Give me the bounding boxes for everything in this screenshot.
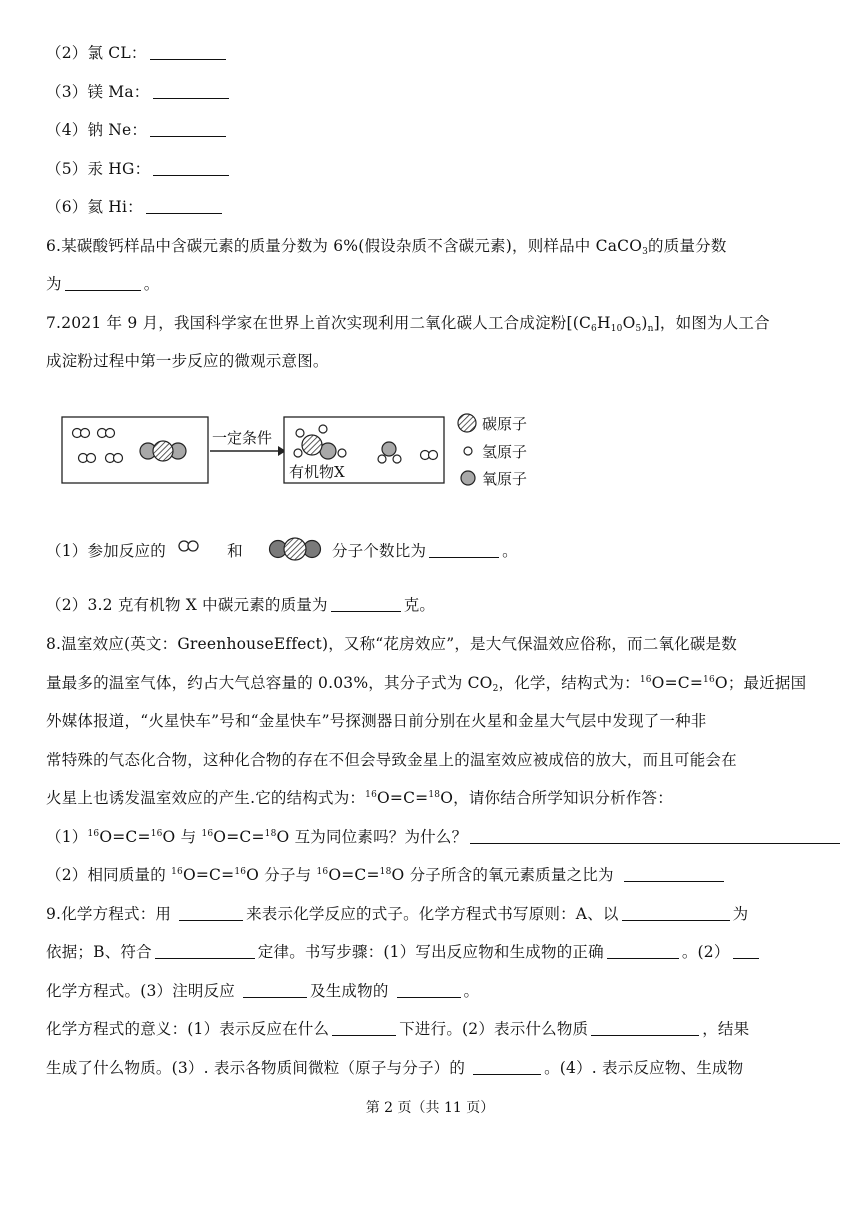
subscript: 10: [610, 324, 623, 334]
text: 来表示化学反应的式子。化学方程式书写原则：A、以: [246, 905, 619, 923]
superscript: 16: [703, 675, 715, 685]
q9-line-5: [46, 1057, 816, 1079]
text: 6.某碳酸钙样品中含碳元素的质量分数为 6%(假设杂质不含碳元素)，则样品中 CaCO: [46, 237, 643, 255]
superscript: 16: [365, 790, 377, 800]
text: 分子所含的氧元素质量之比为: [404, 866, 614, 884]
superscript: 18: [428, 790, 441, 800]
text: O: [440, 789, 454, 807]
superscript: 16: [639, 675, 652, 685]
q9-line-2: [46, 941, 816, 963]
answer-blank: [624, 866, 724, 882]
text: 火星上也诱发温室效应的产生.它的结构式为：: [46, 789, 366, 807]
q8-line-5: [46, 787, 816, 809]
text: 。: [502, 542, 518, 560]
subscript: 3: [642, 247, 649, 257]
item-number: （4）: [46, 121, 88, 139]
subscript: 5: [635, 324, 642, 334]
text: 成淀粉过程中第一步反应的微观示意图。: [46, 352, 329, 370]
q6-line-2: [46, 273, 816, 295]
text: =C=: [389, 789, 429, 807]
answer-blank: [622, 905, 730, 921]
superscript: 16: [234, 867, 247, 877]
subscript: n: [647, 324, 654, 334]
answer-blank: [153, 83, 229, 99]
answer-blank: [243, 982, 307, 998]
text: =C=: [226, 828, 265, 846]
reaction-diagram: [60, 405, 540, 495]
answer-blank: [470, 828, 840, 844]
text: 及生成物的: [310, 982, 389, 1000]
q8-line-4: [46, 749, 816, 771]
text: ；最近据国: [727, 674, 807, 692]
product-label: 有机物X: [289, 463, 345, 481]
text: O: [328, 866, 342, 884]
answer-blank: [150, 121, 226, 137]
text: 。: [463, 982, 480, 1000]
answer-blank: [607, 943, 679, 959]
superscript: 16: [316, 867, 329, 877]
text: 为: [732, 905, 749, 923]
text: O: [651, 674, 665, 692]
text: 化学方程式的意义：(1）表示反应在什么: [46, 1020, 330, 1038]
answer-blank: [146, 198, 222, 214]
superscript: 16: [150, 829, 163, 839]
text: 与: [175, 828, 202, 846]
page-footer: 第 2 页（共 11 页）: [365, 1100, 495, 1116]
text: ]，如图为人工合: [653, 314, 770, 332]
text: ): [641, 314, 648, 332]
text: O: [714, 674, 728, 692]
answer-blank: [153, 160, 229, 176]
text: 生成了什么物质。(3）. 表示各物质间微粒（原子与分子）的: [46, 1059, 466, 1077]
subscript: 6: [591, 324, 597, 334]
text: O: [622, 314, 636, 332]
superscript: 16: [171, 867, 183, 877]
answer-blank: [332, 1020, 396, 1036]
q7-sub-2: [46, 594, 816, 616]
text: 量最多的温室气体，约占大气总容量的 0.03%，其分子式为 CO: [46, 674, 493, 692]
q5-item-2: [46, 42, 816, 64]
text: ，结果: [702, 1020, 750, 1038]
oxygen-atom-icon: [461, 471, 475, 485]
q5-item-5: [46, 158, 816, 180]
legend-hydrogen: 氢原子: [482, 443, 528, 461]
text: O: [246, 866, 260, 884]
text: 。(2）: [681, 943, 730, 961]
text: O: [99, 828, 113, 846]
text: （2）相同质量的: [46, 866, 172, 884]
legend-carbon: 碳原子: [482, 415, 528, 433]
q7-line-1: [46, 312, 816, 334]
text: 9.化学方程式：用: [46, 905, 172, 923]
q6-line-1: [46, 235, 816, 257]
text: ，化学，结构式为：: [498, 674, 640, 692]
text: 。: [143, 275, 160, 293]
text: 化学方程式。(3）注明反应: [46, 982, 236, 1000]
text: H: [596, 314, 611, 332]
text: O: [391, 866, 405, 884]
text: 常特殊的气态化合物，这种化合物的存在不但会导致金星上的温室效应被成倍的放大，而且可能会在: [46, 751, 737, 769]
answer-blank: [733, 943, 759, 959]
text: 。(4）. 表示反应物、生成物: [544, 1059, 744, 1077]
answer-blank: [155, 943, 255, 959]
item-text: 氯 CL：: [87, 44, 147, 62]
q7-line-2: [46, 350, 816, 372]
text: O: [162, 828, 176, 846]
text: O: [182, 866, 196, 884]
hydrogen-atom-icon: [464, 447, 472, 455]
hydrogen-molecule-icon: [175, 538, 203, 554]
reaction-condition: 一定条件: [212, 429, 273, 447]
legend-oxygen: 氧原子: [482, 470, 528, 488]
answer-blank: [150, 44, 226, 60]
text: 下进行。(2）表示什么物质: [399, 1020, 589, 1038]
text: 8.温室效应(英文：GreenhouseEffect)，又称“花房效应”，是大气保温效应俗称，而二氧化碳是数: [46, 635, 737, 653]
text: （1）: [46, 828, 88, 846]
text: 为: [46, 275, 62, 293]
text: 外媒体报道，“火星快车”号和“金星快车”号探测器日前分别在火星和金星大气层中发现了一种非: [46, 712, 707, 730]
text: 分子与: [259, 866, 317, 884]
text: 7.2021 年 9 月，我国科学家在世界上首次实现利用二氧化碳人工合成淀粉[(C: [46, 314, 592, 332]
item-number: （6）: [46, 198, 88, 216]
text: =C=: [195, 866, 235, 884]
item-number: （2）: [46, 44, 88, 62]
text: =C=: [112, 828, 151, 846]
carbon-dioxide-molecule-icon: [266, 537, 326, 561]
q8-line-2: [46, 672, 816, 694]
text: =C=: [341, 866, 380, 884]
subscript: 2: [492, 684, 499, 694]
item-text: 汞 HG：: [87, 160, 151, 178]
superscript: 16: [87, 829, 100, 839]
item-number: （5）: [46, 160, 88, 178]
q9-line-1: [46, 903, 816, 925]
item-text: 钠 Ne：: [87, 121, 148, 139]
q8-sub-2: [46, 864, 816, 886]
text: （2）3.2 克有机物 X 中碳元素的质量为: [46, 596, 328, 614]
text: O: [377, 789, 390, 807]
text: 克。: [403, 596, 436, 614]
q9-line-4: [46, 1018, 816, 1040]
text: 定律。书写步骤：(1）写出反应物和生成物的正确: [257, 943, 604, 961]
q8-line-1: [46, 633, 816, 655]
answer-blank: [397, 982, 461, 998]
answer-blank: [591, 1020, 699, 1036]
text: =C=: [664, 674, 704, 692]
item-text: 氦 Hi：: [87, 198, 143, 216]
q7-sub-1: [46, 537, 816, 562]
text: （1）参加反应的: [46, 542, 166, 560]
carbon-dioxide-molecule-icon: [140, 441, 186, 461]
q5-item-3: [46, 81, 816, 103]
answer-blank: [331, 596, 401, 612]
answer-blank: [473, 1059, 541, 1075]
item-number: （3）: [46, 83, 88, 101]
carbon-atom-icon: [458, 414, 476, 432]
q5-item-4: [46, 119, 816, 141]
text: ，请你结合所学知识分析作答：: [453, 789, 673, 807]
q5-item-6: [46, 196, 816, 218]
q9-line-3: [46, 980, 816, 1002]
hydrogen-molecule-icon: [421, 451, 438, 460]
superscript: 18: [379, 867, 392, 877]
answer-blank: [179, 905, 243, 921]
legend: [458, 414, 527, 488]
text: O: [213, 828, 227, 846]
text: O: [276, 828, 290, 846]
q8-line-3: [46, 710, 816, 732]
q8-sub-1: [46, 826, 816, 848]
text: 的质量分数: [648, 237, 727, 255]
superscript: 18: [264, 829, 277, 839]
text: 互为同位素吗？为什么？: [289, 828, 468, 846]
answer-blank: [65, 275, 141, 291]
answer-blank: [429, 542, 499, 558]
text: 和: [227, 542, 243, 560]
superscript: 16: [201, 829, 214, 839]
text: 依据；B、符合: [46, 943, 152, 961]
text: 分子个数比为: [331, 542, 427, 560]
item-text: 镁 Ma：: [87, 83, 150, 101]
